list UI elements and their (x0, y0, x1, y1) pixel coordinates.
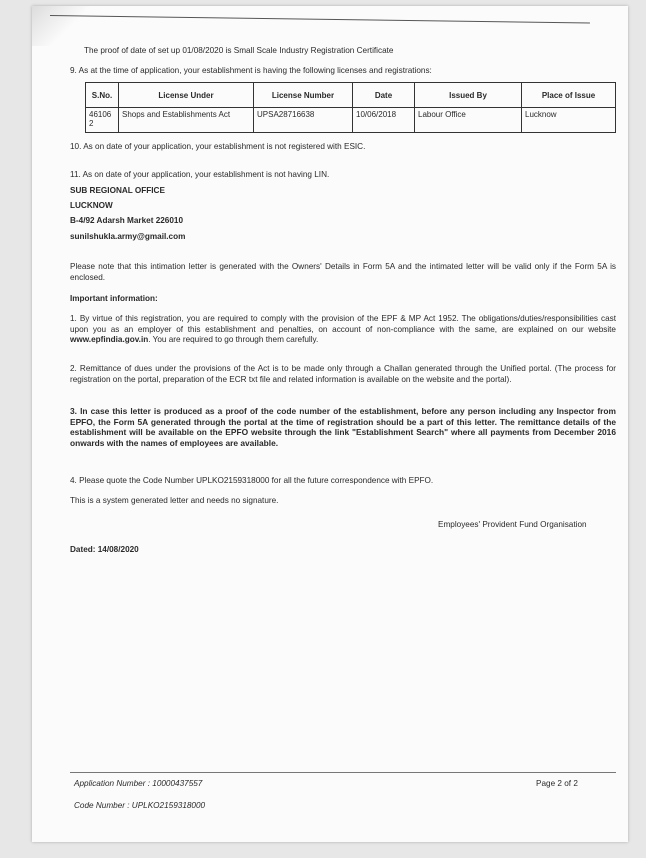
info-paragraph-1-text: 1. By virtue of this registration, you are required to comply with the provision of the EPF & MP Act 1952. The obligations/duties/responsibilities cast upon you as an employer of this establishment and penalties, on account of non-compliance with the same, are explained on our website (70, 314, 616, 334)
office-city: LUCKNOW (70, 201, 113, 210)
info-paragraph-1-tail: . You are required to go through them carefully. (148, 335, 319, 344)
col-header-date: Date (353, 83, 415, 108)
license-table-header-row (86, 83, 616, 108)
office-email: sunilshukla.army@gmail.com (70, 232, 186, 241)
footer-divider (70, 772, 616, 773)
item-11: 11. As on date of your application, your establishment is not having LIN. (70, 170, 330, 179)
office-address: B-4/92 Adarsh Market 226010 (70, 216, 184, 225)
important-heading: Important information: (70, 294, 158, 303)
cell-issued-by: Labour Office (415, 108, 522, 133)
info-paragraph-4: 4. Please quote the Code Number UPLKO2159318000 for all the future correspondence with EPFO. (70, 476, 434, 485)
table-row (86, 108, 616, 133)
signatory: Employees' Provident Fund Organisation (438, 520, 587, 529)
page-number: Page 2 of 2 (536, 779, 578, 788)
cell-place-of-issue: Lucknow (522, 108, 616, 133)
license-table (85, 82, 616, 133)
dated-line: Dated: 14/08/2020 (70, 545, 139, 554)
col-header-issued-by: Issued By (415, 83, 522, 108)
col-header-license-number: License Number (254, 83, 353, 108)
item-10: 10. As on date of your application, your establishment is not registered with ESIC. (70, 142, 366, 151)
info-paragraph-2: 2. Remittance of dues under the provisions of the Act is to be made only through a Challan generated through the Unified portal. (The process for registration on the portal, preparation of the ECR txt file and related information is available on the website and the portal). (70, 364, 616, 384)
system-generated-note: This is a system generated letter and needs no signature. (70, 496, 279, 505)
info-paragraph-3: 3. In case this letter is produced as a proof of the code number of the establishment, before any person including any Inspector from EPFO, the Form 5A generated through the portal at the time of registration should be a part of this letter. The remittance details of the establishment will be available on the EPFO website through the link "Establishment Search" where all payments from December 2016 onwards with the names of employees are available. (70, 406, 616, 448)
info-paragraph-1 (70, 314, 616, 346)
code-number: Code Number : UPLKO2159318000 (74, 801, 206, 810)
cell-license-under: Shops and Establishments Act (119, 108, 254, 133)
epfindia-link[interactable]: www.epfindia.gov.in (70, 335, 149, 344)
col-header-license-under: License Under (119, 83, 254, 108)
application-number: Application Number : 10000437557 (74, 779, 203, 788)
form5a-note: Please note that this intimation letter is generated with the Owners' Details in Form 5A and the intimated letter will be valid only if the Form 5A is enclosed. (70, 262, 616, 282)
col-header-sno: S.No. (86, 83, 119, 108)
setup-proof-line: The proof of date of set up 01/08/2020 is Small Scale Industry Registration Certificate (84, 46, 394, 55)
col-header-place-of-issue: Place of Issue (522, 83, 616, 108)
cell-license-number: UPSA28716638 (254, 108, 353, 133)
office-name: SUB REGIONAL OFFICE (70, 186, 165, 195)
cell-sno: 46106 2 (86, 108, 119, 133)
cell-date: 10/06/2018 (353, 108, 415, 133)
item-9: 9. As at the time of application, your establishment is having the following licenses and registrations: (70, 66, 432, 75)
